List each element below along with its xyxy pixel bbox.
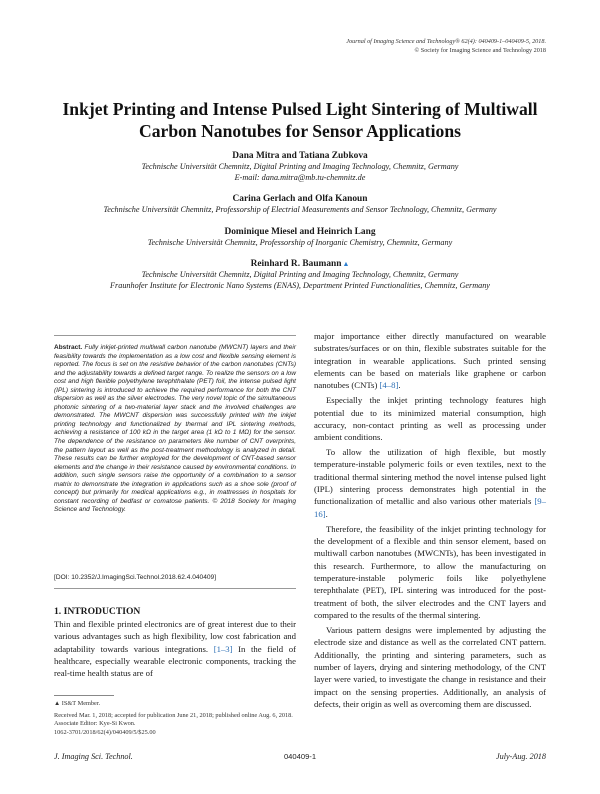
citation-link[interactable]: [1–3]	[213, 643, 233, 654]
author-affiliation: Technische Universität Chemnitz, Digital Printing and Imaging Technology, Chemnitz, Germany	[141, 162, 459, 171]
abstract	[54, 344, 296, 515]
author-group-4	[40, 258, 560, 291]
abstract-copyright: © 2018 Society for Imaging Science and Technology.	[54, 497, 297, 514]
footnote-rule	[54, 695, 114, 696]
intro-paragraph: Thin and flexible printed electronics are of great interest due to their various advantages such as high flexibility, low cost fabrication and adaptability towards various integrations. [1–3] In the field of healthcare, especially wearable electronic components, tracking the real-time health status are of	[54, 619, 296, 679]
left-column-body	[54, 618, 296, 680]
author-names: Carina Gerlach and Olfa Kanoun	[232, 194, 368, 205]
doi: [DOI: 10.2352/J.ImagingSci.Technol.2018.62.4.040409]	[54, 574, 217, 581]
footnote-received: Received Mar. 1, 2018; accepted for publication June 21, 2018; published online Aug. 6, 2018. Associate Editor: Kye-Si Kwon.	[54, 711, 293, 728]
body-paragraph: major importance either directly manufactured on wearable substrates/surfaces or on thin, flexible substrates suitable for the integration in wearable applications. Such printed sensing elements can be based on materials like graphene or carbon nanotubes (CNTs) [4–8].	[314, 331, 546, 391]
footnote-member: ▲ IS&T Member.	[54, 700, 101, 707]
abstract-label: Abstract.	[54, 344, 83, 351]
author-affiliation: Technische Universität Chemnitz, Professorship of Inorganic Chemistry, Chemnitz, Germany	[147, 237, 453, 247]
author-group-1	[40, 150, 560, 183]
author-names: Dominique Miesel and Heinrich Lang	[224, 226, 376, 237]
citation-link[interactable]: [4–8]	[379, 380, 399, 391]
author-names	[40, 258, 560, 270]
abstract-top-rule	[54, 335, 296, 336]
running-head-journal: Journal of Imaging Science and Technology® 62(4): 040409-1–040409-5, 2018.	[346, 38, 546, 45]
author-affiliation: Technische Universität Chemnitz, Professorship of Electrial Measurements and Sensor Technology, Chemnitz, Germany	[103, 205, 497, 215]
abstract-bottom-rule	[54, 588, 296, 589]
author-names: Dana Mitra and Tatiana Zubkova	[232, 151, 368, 161]
author-group-3	[40, 226, 560, 249]
body-paragraph: To allow the utilization of high flexible, but mostly temperature-instable polymeric foils or even textiles, next to the traditional thermal sintering method the novel intense pulsed light (IPL) sintering process demonstrates high potential in the functionalization of metallic and also various other materials [9–16].	[314, 447, 546, 519]
abstract-text: Fully inkjet-printed multiwall carbon nanotube (MWCNT) layers and their feasibility towards the implementation as a low cost and flexible sensing element is reported. The focus is set on the resistive behavior of the carbon nanotubes (CNTs) and the adjustability towards a defined target range. To realize the sensors on a low cost and high flexible polyethylene terephthalate (PET) foil, the intense pulsed light (IPL) sintering is introduced to achieve the required performance for both the CNT dispersion as well as the silver electrodes. The very novel topic of the simultaneous photonic sintering of a two-material layer stack and the involved challenges are demonstrated. The MWCNT dispersion was successfully printed with the inkjet printing technology and functionalized by thermal and IPL sintering methods, achieving a resistance of 100 kΩ in the target area (1 kΩ to 1 MΩ) for the sensor. The dependence of the resistance on parameters like number of CNT overprints, the pattern layout as well as the post-treatment methodology is analyzed in detail. These results can be further employed for the development of CNT-based sensor elements and the change in their resistance caused by environmental conditions. In addition, such single sensors raise the opportunity of a combination to a sensor matrix to demonstrate the integration in applications such as a shoe sole (proof of concept) but primarily for medical applications e.g., in mattresses in hospitals for constant recording of bedfast or comatose patients.	[54, 344, 296, 505]
footnote-issn: 1062-3701/2018/62(4)/040409/5/$25.00	[54, 728, 156, 736]
running-head	[246, 38, 546, 55]
paper-title: Inkjet Printing and Intense Pulsed Light Sintering of Multiwall Carbon Nanotubes for Sensor Applications	[62, 99, 538, 141]
body-paragraph: Especially the inkjet printing technology features high potential due to its minimized material consumption, high accuracy, non-contact printing as well as processing under ambient conditions.	[314, 395, 546, 443]
author-affiliation-secondary: Fraunhofer Institute for Electronic Nano Systems (ENAS), Department Printed Functionalities, Chemnitz, Germany	[110, 280, 490, 290]
section-heading: 1. INTRODUCTION	[54, 606, 141, 617]
author-group-2	[40, 193, 560, 216]
footnotes	[54, 700, 296, 737]
author-email: E-mail: dana.mitra@mb.tu-chemnitz.de	[234, 172, 366, 182]
footer-journal: J. Imaging Sci. Technol.	[54, 752, 133, 761]
author-list	[40, 150, 560, 292]
body-paragraph: Therefore, the feasibility of the inkjet printing technology for the development of a flexible and thin sensor element, based on multiwall carbon nanotubes (MWCNTs), has been investigated in this research. Furthermore, to allow the manufacturing on temperature-instable polymeric foils like polyethylene terephthalate (PET), IPL sintering was introduced for the post-treatment of both, the silver electrodes and the CNT layers and compared to the results of the thermal sintering.	[314, 523, 546, 621]
citation-link[interactable]: [9–16]	[314, 496, 546, 519]
body-paragraph: Various pattern designs were implemented by adjusting the electrode size and distance as well as the correlated CNT pattern. Additionally, the printing and sintering parameters, such as number of layers, drying and sintering methodology, of the CNT layer were varied, to investigate the change in resistance and their impact on the sensing properties. Additionally, an analysis of defects, their origin as well as overcoming them are discussed.	[314, 624, 546, 709]
footer-date: July-Aug. 2018	[495, 752, 546, 761]
right-column-body	[314, 330, 546, 713]
footer-page-number: 040409-1	[283, 752, 317, 761]
author-name-text: Reinhard R. Baumann	[250, 259, 342, 270]
running-head-copyright: © Society for Imaging Science and Technology 2018	[414, 46, 546, 54]
author-affiliation: Technische Universität Chemnitz, Digital Printing and Imaging Technology, Chemnitz, Germany	[141, 270, 459, 280]
ist-member-icon: ▲	[342, 260, 350, 269]
